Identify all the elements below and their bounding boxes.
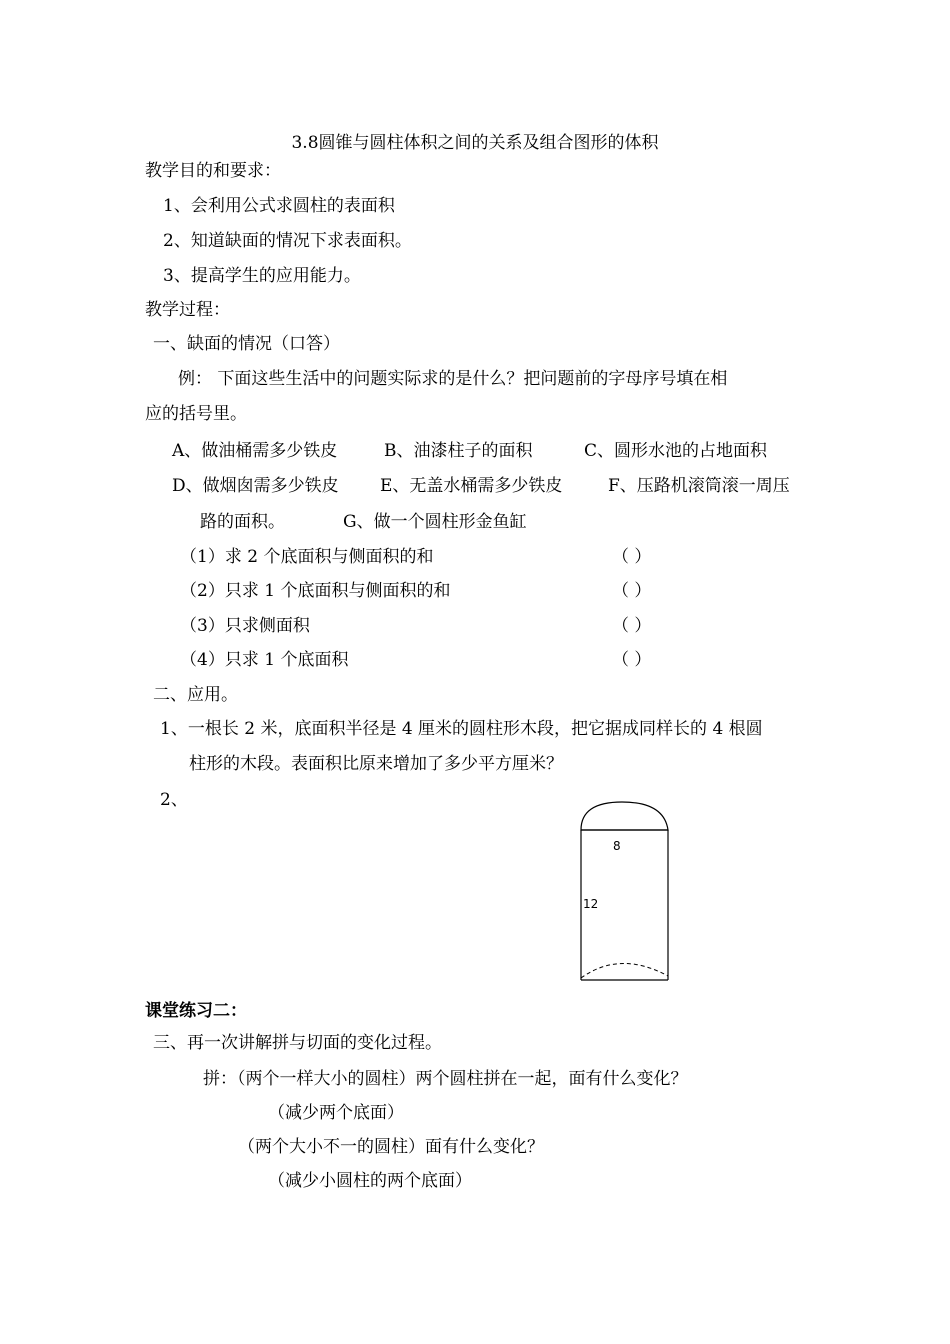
- diameter-label: 8: [613, 839, 621, 853]
- cylinder-diagram: [570, 800, 680, 995]
- process-heading: 教学过程：: [145, 300, 230, 320]
- option-c: C、圆形水池的占地面积: [584, 441, 768, 461]
- application-q1: 1、一根长 2 米，底面积半径是 4 厘米的圆柱形木段，把它据成同样长的 4 根圆: [160, 719, 763, 739]
- height-label: 12: [583, 897, 599, 911]
- document-title: 3.8圆锥与圆柱体积之间的关系及组合图形的体积: [291, 133, 659, 153]
- option-e: E、无盖水桶需多少铁皮: [380, 476, 563, 496]
- answer-blank: （ ）: [612, 650, 652, 670]
- objective-item: 2、知道缺面的情况下求表面积。: [163, 231, 412, 251]
- answer-blank: （ ）: [612, 547, 652, 567]
- section3-line: 拼：（两个一样大小的圆柱）两个圆柱拼在一起，面有什么变化？: [203, 1069, 688, 1089]
- application-q1: 柱形的木段。表面积比原来增加了多少平方厘米？: [189, 754, 563, 774]
- example-line: 应的括号里。: [145, 404, 247, 424]
- example-line: 例： 下面这些生活中的问题实际求的是什么？把问题前的字母序号填在相: [178, 369, 728, 389]
- answer-blank: （ ）: [612, 616, 652, 636]
- objectives-heading: 教学目的和要求：: [145, 161, 281, 181]
- option-a: A、做油桶需多少铁皮: [172, 441, 338, 461]
- section3-line: （减少两个底面）: [268, 1103, 404, 1123]
- objective-item: 3、提高学生的应用能力。: [163, 266, 361, 286]
- option-g: G、做一个圆柱形金鱼缸: [343, 512, 527, 532]
- application-q2: 2、: [160, 790, 188, 810]
- practice-heading: 课堂练习二：: [145, 1001, 247, 1021]
- cylinder-hidden-arc: [581, 963, 668, 978]
- question-item: （1）求 2 个底面积与侧面积的和: [180, 547, 434, 567]
- option-f-continued: 路的面积。: [200, 512, 285, 532]
- section1-heading: 一、缺面的情况（口答）: [153, 334, 340, 354]
- option-b: B、油漆柱子的面积: [384, 441, 533, 461]
- cylinder-top-dome: [581, 802, 668, 830]
- question-item: （3）只求侧面积: [180, 616, 310, 636]
- option-d: D、做烟囱需多少铁皮: [172, 476, 339, 496]
- cylinder-figure: [570, 800, 680, 995]
- answer-blank: （ ）: [612, 581, 652, 601]
- question-item: （4）只求 1 个底面积: [180, 650, 349, 670]
- section3-heading: 三、再一次讲解拼与切面的变化过程。: [153, 1033, 442, 1053]
- question-item: （2）只求 1 个底面积与侧面积的和: [180, 581, 451, 601]
- section3-line: （减少小圆柱的两个底面）: [268, 1171, 472, 1191]
- section2-heading: 二、应用。: [153, 685, 238, 705]
- objective-item: 1、会利用公式求圆柱的表面积: [163, 196, 395, 216]
- option-f: F、压路机滚筒滚一周压: [608, 476, 790, 496]
- section3-line: （两个大小不一的圆柱）面有什么变化？: [238, 1137, 544, 1157]
